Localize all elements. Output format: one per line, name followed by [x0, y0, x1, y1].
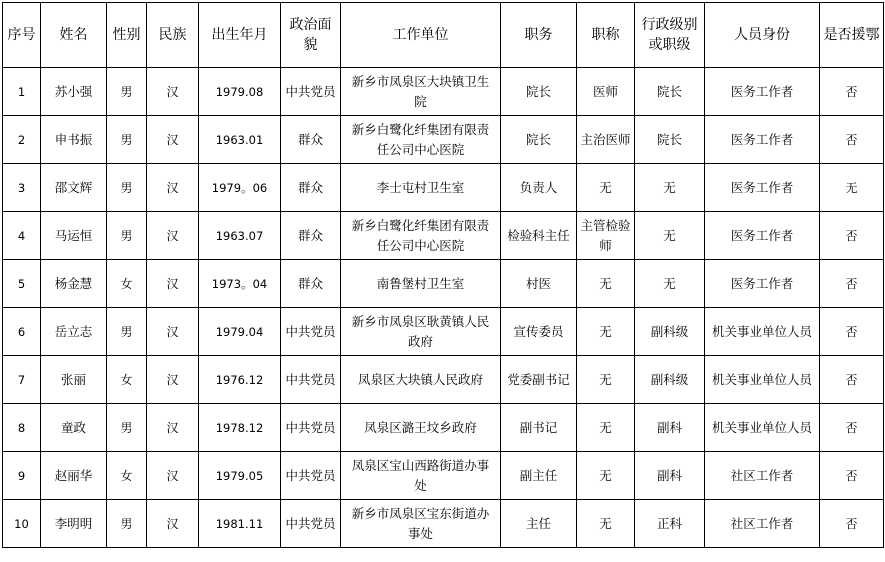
- header-position: 职务: [501, 3, 577, 68]
- header-row: [3, 3, 884, 68]
- cell-unit: 新乡白鹭化纤集团有限责任公司中心医院: [341, 212, 501, 260]
- cell-birth: 1979.04: [199, 308, 281, 356]
- cell-political: 中共党员: [281, 500, 341, 548]
- cell-name: 赵丽华: [41, 452, 107, 500]
- cell-unit: 凤泉区潞王坟乡政府: [341, 404, 501, 452]
- cell-ethnicity: 汉: [147, 68, 199, 116]
- cell-aid: 否: [820, 356, 884, 404]
- cell-ethnicity: 汉: [147, 500, 199, 548]
- cell-name: 李明明: [41, 500, 107, 548]
- cell-admin-level: 院长: [635, 68, 705, 116]
- personnel-table: [2, 2, 884, 548]
- cell-birth: 1973。04: [199, 260, 281, 308]
- cell-position: 检验科主任: [501, 212, 577, 260]
- cell-aid: 否: [820, 68, 884, 116]
- cell-ethnicity: 汉: [147, 260, 199, 308]
- cell-ethnicity: 汉: [147, 404, 199, 452]
- cell-birth: 1979.05: [199, 452, 281, 500]
- cell-name: 马运恒: [41, 212, 107, 260]
- cell-ethnicity: 汉: [147, 308, 199, 356]
- cell-identity: 机关事业单位人员: [705, 356, 820, 404]
- header-admin-level: 行政级别或职级: [635, 3, 705, 68]
- cell-name: 苏小强: [41, 68, 107, 116]
- cell-title: 主治医师: [577, 116, 635, 164]
- cell-political: 群众: [281, 212, 341, 260]
- cell-unit: 新乡市凤泉区宝东街道办事处: [341, 500, 501, 548]
- cell-title: 无: [577, 500, 635, 548]
- cell-no: 5: [3, 260, 41, 308]
- cell-name: 杨金慧: [41, 260, 107, 308]
- cell-title: 无: [577, 452, 635, 500]
- table-row: [3, 404, 884, 452]
- cell-name: 邵文辉: [41, 164, 107, 212]
- cell-gender: 女: [107, 260, 147, 308]
- cell-aid: 否: [820, 116, 884, 164]
- header-no: 序号: [3, 3, 41, 68]
- cell-no: 1: [3, 68, 41, 116]
- cell-identity: 机关事业单位人员: [705, 404, 820, 452]
- table-row: [3, 68, 884, 116]
- cell-ethnicity: 汉: [147, 116, 199, 164]
- cell-political: 群众: [281, 116, 341, 164]
- cell-identity: 社区工作者: [705, 500, 820, 548]
- cell-political: 群众: [281, 164, 341, 212]
- cell-no: 2: [3, 116, 41, 164]
- table-row: [3, 452, 884, 500]
- cell-unit: 南鲁堡村卫生室: [341, 260, 501, 308]
- personnel-table-container: [2, 2, 884, 548]
- cell-birth: 1963.01: [199, 116, 281, 164]
- table-row: [3, 308, 884, 356]
- cell-birth: 1979.08: [199, 68, 281, 116]
- cell-political: 中共党员: [281, 68, 341, 116]
- cell-unit: 新乡市凤泉区大块镇卫生院: [341, 68, 501, 116]
- cell-no: 9: [3, 452, 41, 500]
- header-unit: 工作单位: [341, 3, 501, 68]
- cell-ethnicity: 汉: [147, 212, 199, 260]
- cell-no: 10: [3, 500, 41, 548]
- cell-name: 岳立志: [41, 308, 107, 356]
- cell-birth: 1963.07: [199, 212, 281, 260]
- header-aid: 是否援鄂: [820, 3, 884, 68]
- cell-unit: 凤泉区大块镇人民政府: [341, 356, 501, 404]
- cell-gender: 男: [107, 500, 147, 548]
- cell-admin-level: 副科: [635, 452, 705, 500]
- cell-name: 童政: [41, 404, 107, 452]
- cell-position: 村医: [501, 260, 577, 308]
- cell-admin-level: 无: [635, 260, 705, 308]
- cell-ethnicity: 汉: [147, 356, 199, 404]
- cell-gender: 男: [107, 68, 147, 116]
- cell-unit: 李士屯村卫生室: [341, 164, 501, 212]
- cell-identity: 社区工作者: [705, 452, 820, 500]
- cell-admin-level: 副科级: [635, 356, 705, 404]
- cell-admin-level: 无: [635, 212, 705, 260]
- cell-title: 无: [577, 356, 635, 404]
- cell-position: 党委副书记: [501, 356, 577, 404]
- cell-name: 申书振: [41, 116, 107, 164]
- cell-position: 副书记: [501, 404, 577, 452]
- cell-identity: 医务工作者: [705, 212, 820, 260]
- cell-ethnicity: 汉: [147, 164, 199, 212]
- cell-position: 院长: [501, 116, 577, 164]
- table-body: [3, 68, 884, 548]
- cell-aid: 否: [820, 212, 884, 260]
- cell-admin-level: 正科: [635, 500, 705, 548]
- header-gender: 性别: [107, 3, 147, 68]
- table-row: [3, 212, 884, 260]
- cell-title: 医师: [577, 68, 635, 116]
- cell-unit: 新乡白鹭化纤集团有限责任公司中心医院: [341, 116, 501, 164]
- cell-political: 中共党员: [281, 452, 341, 500]
- header-name: 姓名: [41, 3, 107, 68]
- cell-birth: 1976.12: [199, 356, 281, 404]
- cell-admin-level: 无: [635, 164, 705, 212]
- cell-identity: 医务工作者: [705, 260, 820, 308]
- table-row: [3, 356, 884, 404]
- cell-unit: 新乡市凤泉区耿黄镇人民政府: [341, 308, 501, 356]
- cell-no: 4: [3, 212, 41, 260]
- cell-aid: 否: [820, 260, 884, 308]
- table-row: [3, 500, 884, 548]
- cell-title: 无: [577, 404, 635, 452]
- cell-no: 8: [3, 404, 41, 452]
- header-political: 政治面貌: [281, 3, 341, 68]
- cell-title: 主管检验师: [577, 212, 635, 260]
- cell-aid: 否: [820, 500, 884, 548]
- cell-admin-level: 院长: [635, 116, 705, 164]
- cell-birth: 1981.11: [199, 500, 281, 548]
- cell-gender: 男: [107, 404, 147, 452]
- cell-position: 院长: [501, 68, 577, 116]
- cell-admin-level: 副科: [635, 404, 705, 452]
- cell-gender: 女: [107, 452, 147, 500]
- table-row: [3, 116, 884, 164]
- cell-gender: 男: [107, 212, 147, 260]
- cell-aid: 否: [820, 308, 884, 356]
- cell-birth: 1979。06: [199, 164, 281, 212]
- cell-gender: 男: [107, 308, 147, 356]
- cell-gender: 男: [107, 116, 147, 164]
- cell-position: 负责人: [501, 164, 577, 212]
- cell-title: 无: [577, 164, 635, 212]
- cell-identity: 机关事业单位人员: [705, 308, 820, 356]
- table-row: [3, 260, 884, 308]
- cell-identity: 医务工作者: [705, 116, 820, 164]
- cell-no: 6: [3, 308, 41, 356]
- header-title: 职称: [577, 3, 635, 68]
- table-row: [3, 164, 884, 212]
- cell-identity: 医务工作者: [705, 164, 820, 212]
- cell-identity: 医务工作者: [705, 68, 820, 116]
- cell-position: 宣传委员: [501, 308, 577, 356]
- cell-position: 主任: [501, 500, 577, 548]
- header-ethnicity: 民族: [147, 3, 199, 68]
- cell-political: 中共党员: [281, 356, 341, 404]
- cell-ethnicity: 汉: [147, 452, 199, 500]
- cell-no: 7: [3, 356, 41, 404]
- cell-gender: 男: [107, 164, 147, 212]
- cell-admin-level: 副科级: [635, 308, 705, 356]
- cell-political: 群众: [281, 260, 341, 308]
- cell-gender: 女: [107, 356, 147, 404]
- cell-title: 无: [577, 260, 635, 308]
- cell-name: 张丽: [41, 356, 107, 404]
- cell-aid: 无: [820, 164, 884, 212]
- cell-title: 无: [577, 308, 635, 356]
- cell-birth: 1978.12: [199, 404, 281, 452]
- cell-aid: 否: [820, 404, 884, 452]
- header-birth: 出生年月: [199, 3, 281, 68]
- cell-aid: 否: [820, 452, 884, 500]
- cell-position: 副主任: [501, 452, 577, 500]
- cell-unit: 凤泉区宝山西路街道办事处: [341, 452, 501, 500]
- header-identity: 人员身份: [705, 3, 820, 68]
- cell-political: 中共党员: [281, 308, 341, 356]
- cell-no: 3: [3, 164, 41, 212]
- cell-political: 中共党员: [281, 404, 341, 452]
